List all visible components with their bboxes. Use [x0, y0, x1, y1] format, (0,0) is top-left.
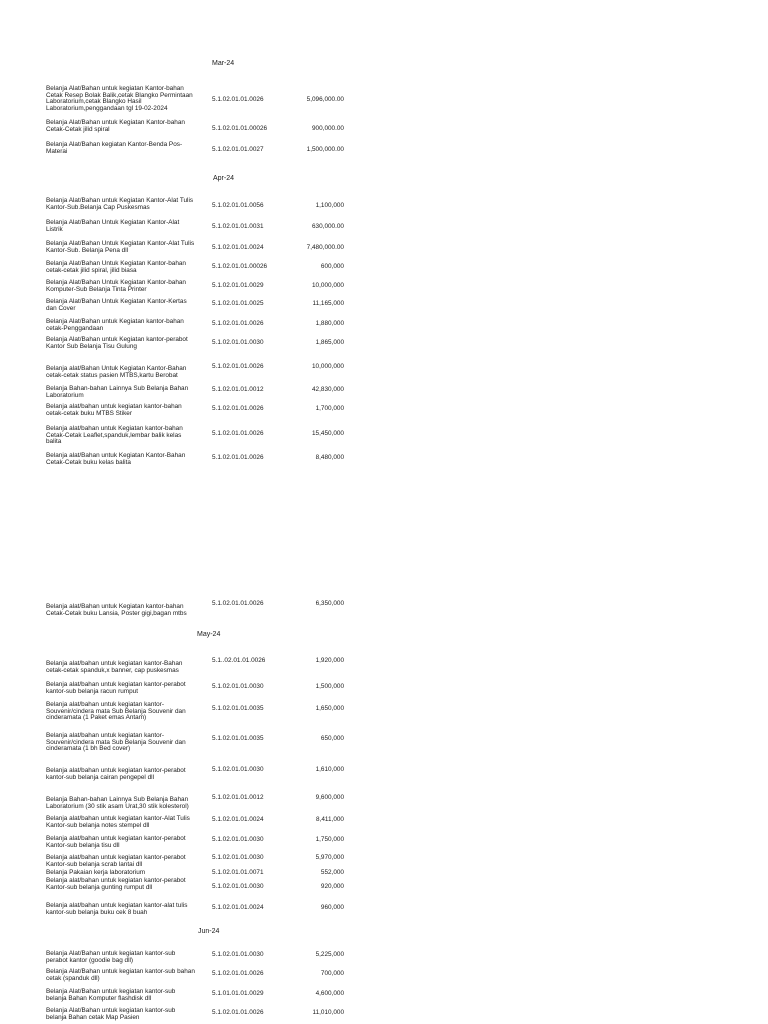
account-code: 5.1.02.01.01.0071 [212, 869, 264, 876]
expense-amount: 900,000.00 [312, 125, 344, 132]
expense-description: Belanja Alat/Bahan untuk Kegiatan kantor-bahan cetak-Penggandaan [46, 318, 184, 332]
expense-description: Belanja Alat/Bahan untuk Kegiatan Kantor-bahan Cetak-Cetak jilid spiral [46, 119, 185, 133]
expense-description: Belanja alat/Bahan untuk Kegiatan kantor-bahan Cetak-Cetak buku Lansia, Poster gigi,bagan mtbs [46, 603, 187, 617]
expense-description: Belanja alat/bahan untuk kegiatan kantor-alat tulis kantor-sub belanja buku cek 8 buah [46, 902, 188, 916]
expense-description: Belanja Alat/Bahan untuk kegiatan kantor-sub bahan cetak (spanduk dll) [46, 968, 195, 982]
expense-amount: 11,165,000 [312, 300, 344, 307]
expense-amount: 630,000.00 [312, 223, 344, 230]
account-code: 5.1.02.01.01.0030 [212, 951, 264, 958]
expense-amount: 4,600,000 [315, 990, 344, 997]
account-code: 5.1.02.01.01.0030 [212, 883, 264, 890]
expense-amount: 960,000 [320, 904, 344, 911]
account-code: 5.1.02.01.01.0030 [212, 854, 264, 861]
expense-description: Belanja Alat/Bahan untuk Kegiatan kantor-perabot Kantor Sub Belanja Tisu Gulung [46, 336, 188, 350]
expense-amount: 5,096,000.00 [306, 96, 344, 103]
expense-description: Belanja Alat/Bahan untuk kegiatan Kantor-bahan Cetak Resep Bolak Balik,cetak Blangko Permintaan Laboratorium,cetak Blangko Hasil Laboratorium,penggandaan tgl 19-02-2024 [46, 85, 193, 112]
expense-description: Belanja alat/bahan untuk kegiatan kantor-perabot Kantor-sub belanja tisu dll [46, 835, 186, 849]
expense-amount: 5,970,000 [315, 854, 344, 861]
account-code: 5.1.02.01.01.0024 [212, 816, 264, 823]
expense-amount: 8,480,000 [315, 454, 344, 461]
account-code: 5.1.02.01.01.0026 [212, 96, 264, 103]
expense-description: Belanja alat/bahan untuk kegiatan kantor-perabot kantor-sub belanja racun rumput [46, 681, 186, 695]
account-code: 5.1.02.01.01.0030 [212, 339, 264, 346]
expense-amount: 700,000 [320, 970, 344, 977]
expense-description: Belanja Alat/Bahan untuk kegiatan kantor-sub belanja Bahan cetak Map Pasien [46, 1007, 176, 1021]
expense-amount: 1,700,000 [315, 405, 344, 412]
account-code: 5.1.02.01.01.0035 [212, 705, 264, 712]
account-code: 5.1.02.01.01.0026 [212, 454, 264, 461]
expense-amount: 552,000 [320, 869, 344, 876]
expense-amount: 11,010,000 [312, 1009, 344, 1016]
expense-amount: 8,411,000 [316, 816, 344, 823]
expense-description: Belanja Alat/Bahan Untuk Kegiatan Kantor-Kertas dan Cover [46, 298, 187, 312]
expense-description: Belanja alat/bahan untuk kegiatan kantor-Souvenir/cindera mata Sub Belanja Souvenir dan cinderamata (1 Paket emas Antam) [46, 701, 186, 722]
expense-amount: 1,650,000 [315, 705, 344, 712]
account-code: 5.1.02.01.01.0012 [212, 386, 264, 393]
expense-description: Belanja Bahan-bahan Lainnya Sub Belanja Bahan Laboratorium (30 stik asam Urat,30 stik kolesterol) [46, 796, 189, 810]
account-code: 5.1.02.01.01.0025 [212, 300, 264, 307]
expense-amount: 6,350,000 [315, 600, 344, 607]
expense-amount: 1,920,000 [315, 657, 344, 664]
expense-description: Belanja Alat/Bahan Untuk Kegiatan Kantor-Alat Tulis Kantor-Sub. Belanja Pena dll [46, 240, 195, 254]
account-code: 5.1.02.01.01.0024 [212, 904, 264, 911]
account-code: 5.1.02.01.01.0024 [212, 244, 264, 251]
expense-description: Belanja Alat/Bahan untuk kegiatan kantor-sub belanja Bahan Komputer flashdisk dll [46, 988, 176, 1002]
expense-amount: 10,000,000 [312, 282, 344, 289]
account-code: 5.1.02.01.01.0027 [212, 146, 264, 153]
expense-amount: 1,865,000 [315, 339, 344, 346]
account-code: 5.1.02.01.01.0030 [212, 683, 264, 690]
expense-description: Belanja Alat/Bahan Untuk Kegiatan Kantor-bahan cetak-cetak jilid spiral, jilid biasa [46, 260, 186, 274]
expense-description: Belanja Alat/Bahan Untuk Kegiatan Kantor-Alat Listrik [46, 219, 180, 233]
month-heading: Jun-24 [198, 928, 220, 935]
account-code: 5.1.02.01.01.0056 [212, 202, 264, 209]
expense-description: Belanja Bahan-bahan Lainnya Sub Belanja Bahan Laboratorium [46, 385, 189, 399]
expense-description: Belanja alat/bahan untuk kegiatan kantor-Bahan cetak-cetak spanduk,x banner, cap puskesmas [46, 660, 183, 674]
account-code: 5.1.01.01.01.0029 [212, 990, 264, 997]
account-code: 5.1.02.01.01.0026 [212, 405, 264, 412]
account-code: 5.1.02.01.01.00026 [212, 125, 268, 132]
account-code: 5.1.02.01.01.0035 [212, 735, 264, 742]
account-code: 5.1.02.01.01.0026 [212, 320, 264, 327]
expense-amount: 600,000 [320, 263, 344, 270]
account-code: 5.1.02.01.01.0030 [212, 836, 264, 843]
expense-description: Belanja alat/bahan untuk kegiatan kantor-Alat Tulis Kantor-sub belanja notes stempel dll [46, 815, 190, 829]
account-code: 5.1.02.01.01.0026 [212, 1009, 264, 1016]
account-code: 5.1..02.01.01.0026 [212, 657, 266, 664]
expense-amount: 1,880,000 [315, 320, 344, 327]
expense-description: Belanja alat/bahan untuk kegiatan kantor-perabot kantor-sub belanja cairan pengepel dll [46, 767, 186, 781]
expense-amount: 1,500,000.00 [306, 146, 344, 153]
expense-amount: 1,610,000 [315, 766, 344, 773]
account-code: 5.1.02.01.01.0029 [212, 282, 264, 289]
expense-amount: 15,450,000 [312, 430, 344, 437]
expense-description: Belanja alat/bahan untuk kegiatan kantor-Souvenir/cindera mata Sub Belanja Souvenir dan cinderamata (1 bh Bed cover) [46, 732, 186, 753]
expense-description: Belanja alat/bahan untuk kegiatan kantor-bahan cetak-cetak buku MTBS Stiker [46, 403, 182, 417]
account-code: 5.1.02.01.01.0031 [212, 223, 264, 230]
account-code: 5.1.02.01.01.0012 [212, 794, 264, 801]
expense-description: Belanja alat/Bahan Untuk Kegiatan Kantor-Bahan cetak-cetak status pasien MTBS,kartu Berobat [46, 365, 187, 379]
expense-description: Belanja Alat/Bahan Untuk Kegiatan Kantor-bahan Komputer-Sub Belanja Tinta Printer [46, 279, 186, 293]
month-heading: May-24 [197, 631, 221, 638]
expense-amount: 920,000 [320, 883, 344, 890]
expense-amount: 9,600,000 [315, 794, 344, 801]
expense-amount: 1,500,000 [315, 683, 344, 690]
expense-description: Belanja Alat/Bahan kegiatan Kantor-Benda Pos-Materai [46, 141, 183, 155]
expense-amount: 42,830,000 [312, 386, 344, 393]
month-heading: Mar-24 [212, 60, 235, 67]
expense-description: Belanja Pakaian kerja laboratorium [46, 869, 146, 876]
expense-description: Belanja alat/Bahan untuk Kegiatan Kantor-Bahan Cetak-Cetak buku kelas balita [46, 452, 186, 466]
expense-amount: 1,100,000 [315, 202, 344, 209]
expense-description: Belanja Alat/Bahan untuk Kegiatan Kantor-Alat Tulis Kantor-Sub.Belanja Cap Puskesmas [46, 197, 194, 211]
account-code: 5.1.02.01.01.0026 [212, 363, 264, 370]
expense-description: Belanja Alat/Bahan untuk kegiatan kantor-sub perabot kantor (goodie bag dll) [46, 950, 176, 964]
expense-amount: 5,225,000 [315, 951, 344, 958]
expense-description: Belanja alat/bahan untuk kegiatan kantor-perabot Kantor-sub belanja scrab lantai dll [46, 854, 186, 868]
expense-amount: 10,000,000 [312, 363, 344, 370]
account-code: 5.1.02.01.01.00026 [212, 263, 268, 270]
expense-amount: 1,750,000 [315, 836, 344, 843]
expense-description: Belanja alat/bahan untuk Kegiatan kantor-bahan Cetak-Cetak Leaflet,spanduk,lembar balik kelas balita [46, 425, 183, 446]
expense-description: Belanja alat/bahan untuk kegiatan kantor-perabot Kantor-sub belanja gunting rumput dll [46, 877, 186, 891]
account-code: 5.1.02.01.01.0026 [212, 970, 264, 977]
month-heading: Apr-24 [213, 175, 235, 182]
expense-amount: 7,480,000.00 [306, 244, 344, 251]
account-code: 5.1.02.01.01.0026 [212, 430, 264, 437]
expense-amount: 650,000 [320, 735, 344, 742]
account-code: 5.1.02.01.01.0026 [212, 600, 264, 607]
account-code: 5.1.02.01.01.0030 [212, 766, 264, 773]
